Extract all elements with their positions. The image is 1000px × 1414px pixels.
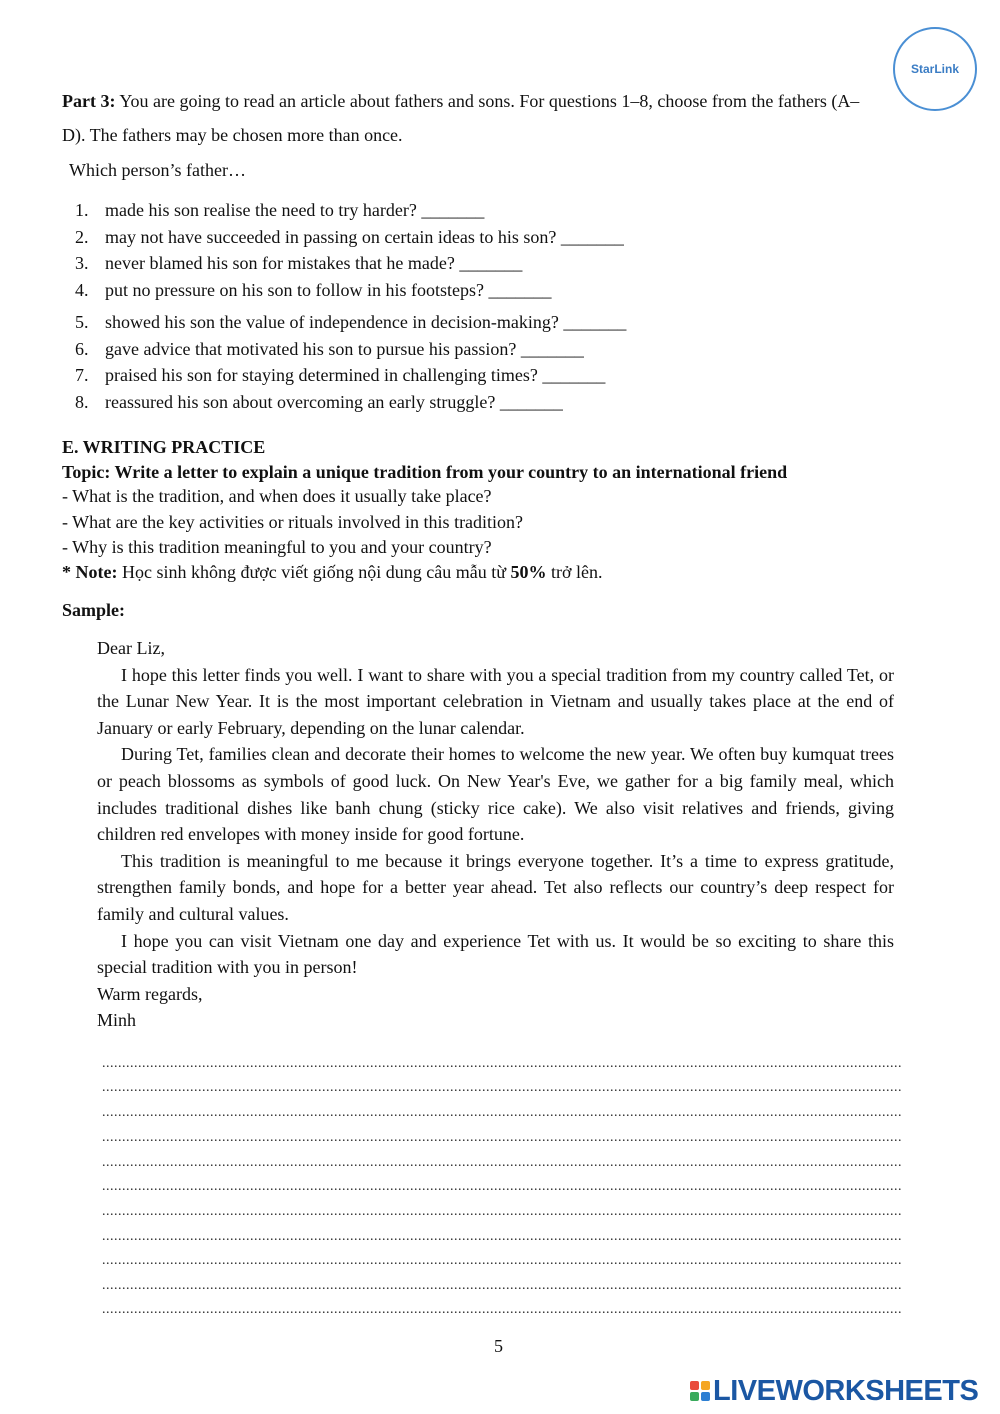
question-item (75, 392, 563, 413)
letter-closing: Warm regards, (97, 983, 203, 1004)
question-text: never blamed his son for mistakes that he made? _______ (105, 253, 523, 273)
question-item (75, 365, 605, 386)
question-number: 8. (75, 392, 89, 412)
question-number: 3. (75, 253, 89, 273)
note-text-end: trở lên. (546, 562, 603, 582)
question-number: 6. (75, 339, 89, 359)
question-number: 7. (75, 365, 89, 385)
writing-prompt: - What are the key activities or rituals involved in this tradition? (62, 512, 524, 532)
sample-letter (97, 635, 894, 1034)
question-text: put no pressure on his son to follow in his footsteps? _______ (105, 280, 552, 300)
question-item (75, 200, 484, 221)
mark-tile (701, 1392, 710, 1401)
question-text: reassured his son about overcoming an early struggle? _______ (105, 392, 563, 412)
part3-instructions (62, 84, 882, 152)
question-number: 2. (75, 227, 89, 247)
question-item (75, 253, 522, 274)
liveworksheets-logo (690, 1374, 978, 1408)
starlink-logo (893, 27, 977, 111)
writing-note (62, 562, 602, 583)
answer-line[interactable]: ........................................................................................................................................................................................................ (102, 1130, 902, 1144)
letter-greeting: Dear Liz, (97, 638, 165, 658)
answer-line[interactable]: ........................................................................................................................................................................................................ (102, 1105, 902, 1119)
question-item (75, 312, 626, 333)
part3-label: Part 3: (62, 91, 116, 111)
letter-paragraph: During Tet, families clean and decorate their homes to welcome the new year. We often buy kumquat trees or peach blossoms as symbols of good luck. On New Year's Eve, we gather for a big family meal, which includes traditional dishes like banh chung (sticky rice cake). We also visit relatives and friends, giving children red envelopes with money inside for good fortune. (97, 744, 894, 845)
question-number: 5. (75, 312, 89, 332)
answer-line[interactable]: ........................................................................................................................................................................................................ (102, 1179, 902, 1193)
letter-paragraph: I hope this letter finds you well. I want to share with you a special tradition from my country called Tet, or the Lunar New Year. It is the most important celebration in Vietnam and usually takes place at the end of January or early February, depending on the lunar calendar. (97, 664, 894, 738)
answer-line[interactable]: ........................................................................................................................................................................................................ (102, 1253, 902, 1267)
part3-text: You are going to read an article about fathers and sons. For questions 1–8, choose from the fathers (A–D). The fathers may be chosen more than once. (62, 91, 860, 145)
question-text: gave advice that motivated his son to pursue his passion? _______ (105, 339, 584, 359)
letter-paragraph: This tradition is meaningful to me because it brings everyone together. It’s a time to express gratitude, strengthen family bonds, and hope for a better year ahead. Tet also reflects our country’s deep respect for family and cultural values. (97, 850, 894, 924)
answer-line[interactable]: ........................................................................................................................................................................................................ (102, 1204, 902, 1218)
sample-label: Sample: (62, 600, 125, 620)
part3-lead: Which person’s father… (69, 160, 246, 180)
page-number: 5 (494, 1336, 503, 1356)
question-item (75, 339, 584, 360)
answer-line[interactable]: ........................................................................................................................................................................................................ (102, 1229, 902, 1243)
question-text: made his son realise the need to try harder? _______ (105, 200, 485, 220)
question-text: may not have succeeded in passing on certain ideas to his son? _______ (105, 227, 624, 247)
writing-prompt: - Why is this tradition meaningful to you and your country? (62, 537, 492, 557)
writing-topic: Topic: Write a letter to explain a unique tradition from your country to an international friend (62, 462, 788, 482)
question-number: 4. (75, 280, 89, 300)
answer-line[interactable]: ........................................................................................................................................................................................................ (102, 1080, 902, 1094)
answer-line[interactable]: ........................................................................................................................................................................................................ (102, 1302, 902, 1316)
answer-line[interactable]: ........................................................................................................................................................................................................ (102, 1278, 902, 1292)
liveworksheets-mark-icon (690, 1381, 710, 1401)
liveworksheets-text: LIVEWORKSHEETS (713, 1374, 979, 1407)
mark-tile (690, 1392, 699, 1401)
letter-signature: Minh (97, 1010, 137, 1031)
mark-tile (701, 1381, 710, 1390)
note-percent: 50% (510, 562, 547, 582)
letter-paragraph: I hope you can visit Vietnam one day and experience Tet with us. It would be so exciting to share this special tradition with you in person! (97, 930, 894, 978)
question-item (75, 280, 551, 301)
question-item (75, 227, 624, 248)
note-text: Học sinh không được viết giống nội dung câu mẫu từ (117, 562, 511, 582)
logo-text: StarLink (910, 62, 959, 76)
answer-line[interactable]: ........................................................................................................................................................................................................ (102, 1155, 902, 1169)
answer-line[interactable]: ........................................................................................................................................................................................................ (102, 1056, 902, 1070)
writing-prompt: - What is the tradition, and when does it usually take place? (62, 486, 492, 506)
question-number: 1. (75, 200, 89, 220)
question-text: showed his son the value of independence in decision-making? _______ (105, 312, 627, 332)
writing-heading: E. WRITING PRACTICE (62, 437, 266, 457)
question-text: praised his son for staying determined in challenging times? _______ (105, 365, 606, 385)
mark-tile (690, 1381, 699, 1390)
note-label: * Note: (62, 562, 118, 582)
